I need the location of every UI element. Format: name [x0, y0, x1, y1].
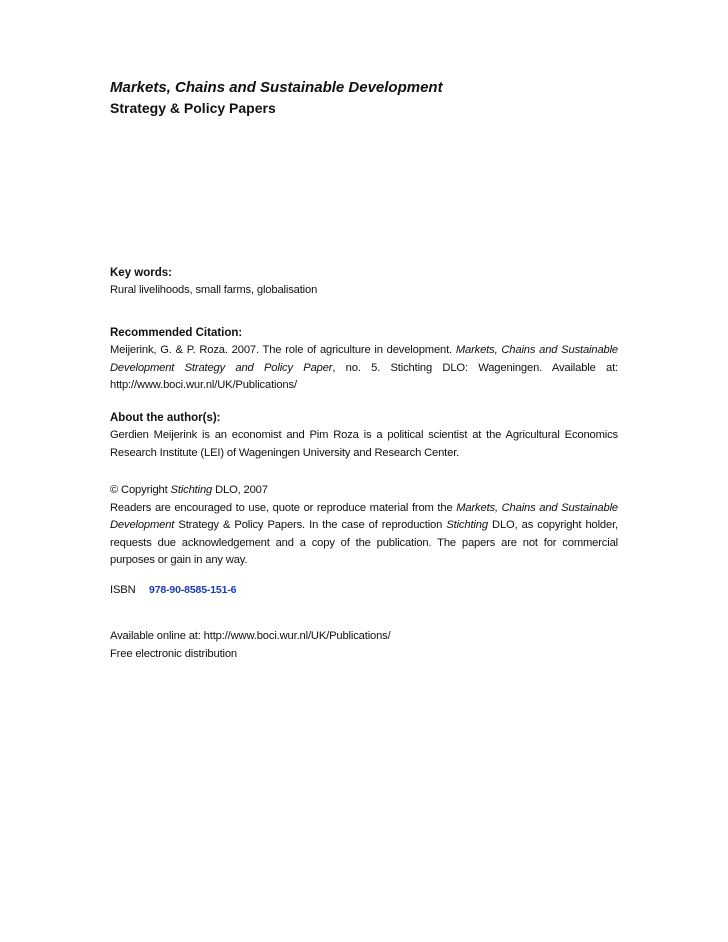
series-title: Markets, Chains and Sustainable Development [110, 79, 443, 96]
copyright-paragraph [110, 500, 618, 570]
keywords-heading: Key words: [110, 267, 172, 279]
copyright-series-title: Markets, Chains and Sustainable Development [110, 501, 618, 531]
document-page [110, 78, 619, 660]
authors-section [110, 410, 618, 462]
authors-heading: About the author(s): [110, 412, 221, 424]
copyright-prefix: © Copyright [110, 484, 171, 496]
title-block [110, 78, 618, 118]
citation-text-before: Meijerink, G. & P. Roza. 2007. The role of agriculture in development. [110, 344, 456, 356]
isbn-section [110, 582, 618, 600]
series-subtitle: Strategy & Policy Papers [110, 100, 276, 116]
copyright-line [110, 482, 618, 500]
isbn-row [110, 582, 618, 600]
isbn-label: ISBN [110, 584, 136, 596]
citation-heading: Recommended Citation: [110, 327, 243, 339]
citation-text [110, 342, 618, 395]
keywords-text: Rural livelihoods, small farms, globalisation [110, 284, 318, 296]
distribution-text: Free electronic distribution [110, 647, 238, 660]
authors-text: Gerdien Meijerink is an economist and Pim Roza is a political scientist at the Agricultural Economics Research Institute (LEI) of Wageningen University and Research Center. [110, 429, 618, 459]
copyright-suffix: DLO, 2007 [212, 484, 268, 496]
citation-text-after: , no. 5. Stichting DLO: Wageningen. Available at: http://www.boci.wur.nl/UK/Publications/ [110, 361, 619, 391]
citation-section [110, 325, 618, 395]
copyright-section [110, 482, 618, 570]
copyright-text-middle: Strategy & Policy Papers. In the case of reproduction [174, 519, 447, 531]
citation-series-title: Markets, Chains and Sustainable Development Strategy and Policy Paper [110, 344, 618, 374]
copyright-stichting: Stichting [170, 484, 213, 496]
copyright-text-before: Readers are encouraged to use, quote or reproduce material from the [110, 501, 457, 514]
keywords-section [110, 265, 618, 300]
isbn-value: 978-90-8585-151-6 [149, 584, 237, 596]
available-online-text: Available online at: http://www.boci.wur.nl/UK/Publications/ [110, 630, 391, 642]
copyright-text-after: DLO, as copyright holder, requests due acknowledgement and a copy of the publication. The papers are not for commercial purposes or gain in any way. [110, 519, 618, 566]
availability-section [110, 628, 618, 663]
copyright-stichting-2: Stichting [446, 519, 488, 531]
